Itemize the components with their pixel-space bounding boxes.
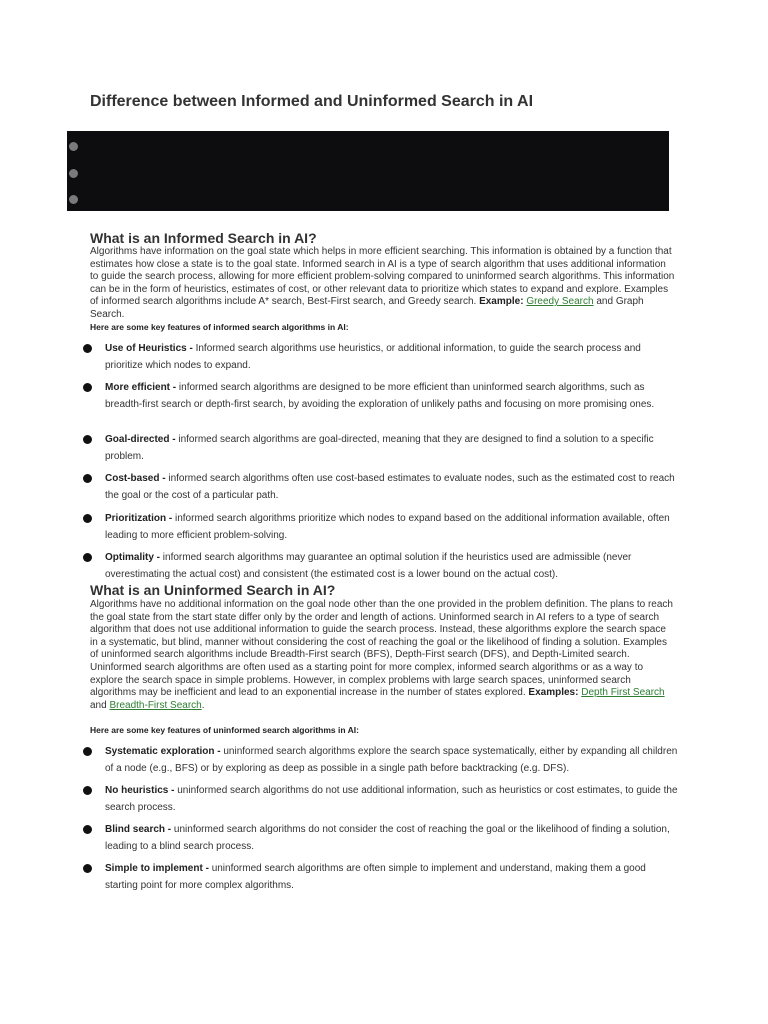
examples-label: Examples: <box>528 687 579 699</box>
video-banner[interactable] <box>67 131 669 211</box>
dot-icon <box>69 142 78 151</box>
greedy-search-link[interactable]: Greedy Search <box>526 296 594 308</box>
informed-intro: Algorithms have information on the goal state which helps in more efficient searching. This information is obtained by a function that estimates how close a state is to the goal state. Informed search in AI is a type of search algorithm that uses additional information to guide the search process, allowing for more efficient problem-solving compared to uninformed search algorithms. This information can be in the form of heuristics, estimates of cost, or other relevant data to prioritize which states to expand and explore. Examples of informed search algorithms include A* search, Best-First search, and Greedy search. Example: Greedy Search and Graph Search. <box>90 246 675 320</box>
list-item: Simple to implement - uninformed search algorithms are often simple to implement and understand, making them a good starting point for more complex algorithms. <box>105 860 679 894</box>
uninformed-features-heading: Here are some key features of uninformed search algorithms in AI: <box>90 725 359 735</box>
list-item: Goal-directed - informed search algorithms are goal-directed, meaning that they are designed to find a solution to a specific problem. <box>105 431 679 465</box>
list-item: Cost-based - informed search algorithms often use cost-based estimates to evaluate nodes, such as the estimated cost to reach the goal or the cost of a particular path. <box>105 470 679 504</box>
list-item: More efficient - informed search algorithms are designed to be more efficient than uninformed search algorithms, such as breadth-first search or depth-first search, by avoiding the exploration of unlikely paths and focusing on more promising ones. <box>105 379 679 413</box>
breadth-first-search-link[interactable]: Breadth-First Search <box>109 699 202 711</box>
example-label: Example: <box>479 296 524 308</box>
list-item: Blind search - uninformed search algorithms do not consider the cost of reaching the goal or the likelihood of finding a solution, leading to a blind search process. <box>105 821 679 855</box>
informed-heading: What is an Informed Search in AI? <box>90 230 317 246</box>
informed-features-heading: Here are some key features of informed search algorithms in AI: <box>90 322 349 332</box>
uninformed-heading: What is an Uninformed Search in AI? <box>90 582 336 598</box>
depth-first-search-link[interactable]: Depth First Search <box>581 687 665 699</box>
uninformed-intro: Algorithms have no additional information on the goal node other than the one provided in the problem definition. The plans to reach the goal state from the start state differ only by the order and length of actions. Uninformed search in AI refers to a type of search algorithm that does not use additional information to guide the search process. Instead, these algorithms explore the search space in a systematic, but blind, manner without considering the cost of reaching the goal or the likelihood of finding a solution. Examples of uninformed search algorithms include Breadth-First search (BFS), Depth-First search (DFS), and Depth-Limited search. Uninformed search algorithms are often used as a starting point for more complex, informed search algorithms or as a way to explore the search space in simple problems. However, in complex problems with large search spaces, uninformed search algorithms may be inefficient and lead to an exponential increase in the number of states explored. Examples: Depth First Search and Breadth-First Search. <box>90 599 673 711</box>
list-item: Use of Heuristics - Informed search algorithms use heuristics, or additional information, to guide the search process and prioritize which nodes to expand. <box>105 340 679 374</box>
list-item: No heuristics - uninformed search algorithms do not use additional information, such as heuristics or cost estimates, to guide the search process. <box>105 782 679 816</box>
list-item: Systematic exploration - uninformed search algorithms explore the search space systematically, either by expanding all children of a node (e.g., BFS) or by exploring as deep as possible in a single path before backtracking (e.g. DFS). <box>105 743 679 777</box>
dot-icon <box>69 195 78 204</box>
page-title: Difference between Informed and Uninformed Search in AI <box>90 93 534 110</box>
dot-icon <box>69 169 78 178</box>
list-item: Prioritization - informed search algorithms prioritize which nodes to expand based on the additional information available, often leading to more efficient problem-solving. <box>105 510 679 544</box>
list-item: Optimality - informed search algorithms may guarantee an optimal solution if the heuristics used are admissible (never overestimating the actual cost) and consistent (the estimated cost is a lower bound on the actual cost). <box>105 549 679 583</box>
